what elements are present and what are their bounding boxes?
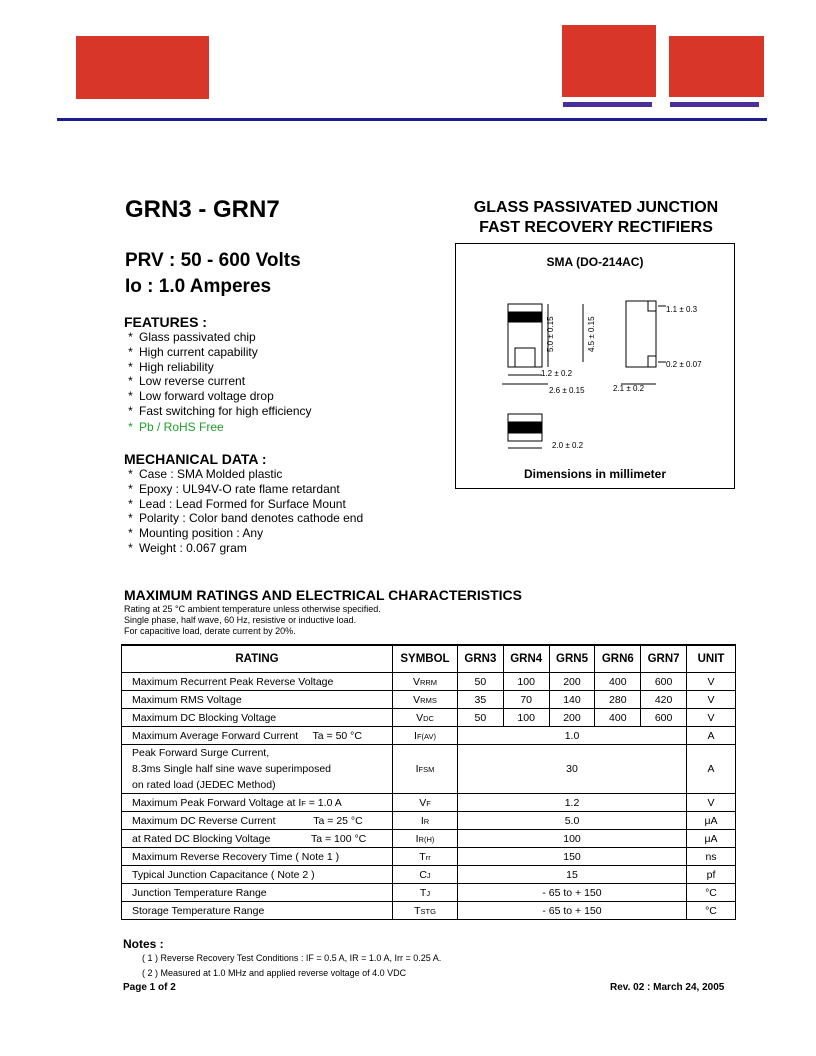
ratings-table [121, 644, 736, 920]
table-row [122, 673, 736, 691]
rating-text: Junction Temperature Range [132, 886, 267, 899]
page-number: Page 1 of 2 [123, 982, 176, 993]
table-row [122, 794, 736, 812]
symbol-subscript: F [426, 798, 431, 808]
symbol-cell [393, 848, 458, 866]
rating-text: Maximum Reverse Recovery Time ( Note 1 ) [132, 850, 340, 863]
unit-cell: A [687, 727, 736, 745]
rating-cell [122, 745, 393, 794]
page-title: GRN3 - GRN7 [125, 196, 280, 223]
rating-cell [122, 673, 393, 691]
symbol-subscript: J [426, 870, 431, 880]
col-header: GRN3 [458, 645, 504, 673]
symbol-text: I [420, 814, 424, 827]
col-header: UNIT [687, 645, 736, 673]
mechanical-item: * Polarity : Color band denotes cathode end [124, 511, 363, 526]
symbol-cell [393, 902, 458, 920]
symbol-subscript: F(AV) [416, 731, 436, 741]
value-cell: - 65 to + 150 [458, 884, 687, 902]
rating-cell [122, 727, 393, 745]
dim-label: 4.5 ± 0.15 [587, 316, 596, 352]
features-list [124, 330, 312, 435]
rating-cell [122, 902, 393, 920]
dimensions-note: Dimensions in millimeter [523, 467, 667, 481]
table-row [122, 884, 736, 902]
rohs-item: * Pb / RoHS Free [124, 420, 312, 435]
symbol-cell [393, 884, 458, 902]
symbol-text: V [413, 693, 421, 706]
value-cell: 400 [595, 709, 641, 727]
symbol-cell [393, 709, 458, 727]
rating-text: Maximum Average Forward Current Ta = 50 °C [132, 729, 362, 742]
dim-label: 1.2 ± 0.2 [541, 369, 573, 378]
feature-item: * Fast switching for high efficiency [124, 404, 312, 419]
symbol-text: T [414, 904, 421, 917]
value-cell: 50 [458, 673, 504, 691]
table-body [122, 673, 736, 920]
brand-logo-block [76, 36, 209, 99]
col-header: GRN4 [503, 645, 549, 673]
symbol-cell [393, 691, 458, 709]
condition-line: Single phase, half wave, 60 Hz, resistive or inductive load. [124, 615, 357, 625]
col-header: GRN7 [641, 645, 687, 673]
table-row [122, 691, 736, 709]
value-cell: 30 [458, 745, 687, 794]
col-header: SYMBOL [393, 645, 458, 673]
col-header: GRN6 [595, 645, 641, 673]
product-title-line: GLASS PASSIVATED JUNCTION [473, 199, 719, 216]
value-cell: - 65 to + 150 [458, 902, 687, 920]
feature-item: * High current capability [124, 345, 312, 360]
rating-tail: = 1.0 A [305, 796, 342, 809]
condition-line: For capacitive load, derate current by 20%. [124, 626, 296, 636]
col-header: GRN5 [549, 645, 595, 673]
value-cell: 600 [641, 673, 687, 691]
unit-cell: A [687, 745, 736, 794]
rating-text: Maximum DC Blocking Voltage [132, 711, 277, 724]
header-rule [57, 118, 767, 121]
rating-cell [122, 794, 393, 812]
rating-cell [122, 812, 393, 830]
rating-text: at Rated DC Blocking Voltage Ta = 100 °C [132, 832, 367, 845]
unit-cell: °C [687, 902, 736, 920]
symbol-subscript: R [423, 816, 430, 826]
rating-cell [122, 848, 393, 866]
feature-item: * Low reverse current [124, 374, 312, 389]
symbol-cell [393, 727, 458, 745]
rating-text: Maximum Recurrent Peak Reverse Voltage [132, 675, 334, 688]
symbol-cell [393, 812, 458, 830]
value-cell: 50 [458, 709, 504, 727]
mechanical-item: * Epoxy : UL94V-O rate flame retardant [124, 482, 363, 497]
rating-cell [122, 866, 393, 884]
symbol-subscript: RMS [420, 695, 437, 705]
table-row [122, 848, 736, 866]
unit-cell: μA [687, 830, 736, 848]
rating-text: Maximum Peak Forward Voltage at I [132, 796, 302, 809]
value-cell: 280 [595, 691, 641, 709]
rating-subscript: F [301, 798, 306, 808]
unit-cell: μA [687, 812, 736, 830]
rating-text: Maximum DC Reverse Current Ta = 25 °C [132, 814, 363, 827]
note-item: ( 1 ) Reverse Recovery Test Conditions : IF = 0.5 A, IR = 1.0 A, Irr = 0.25 A. [142, 953, 442, 963]
rating-line: on rated load (JEDEC Method) [132, 779, 276, 791]
unit-cell: V [687, 794, 736, 812]
rating-cell [122, 830, 393, 848]
symbol-cell [393, 745, 458, 794]
rating-line: 8.3ms Single half sine wave superimposed [132, 763, 332, 775]
prv-line: PRV : 50 - 600 Volts [125, 250, 301, 271]
revision-date: Rev. 02 : March 24, 2005 [610, 982, 725, 993]
cert-logo-underline-2 [670, 102, 759, 107]
value-cell: 100 [503, 673, 549, 691]
value-cell: 15 [458, 866, 687, 884]
value-cell: 35 [458, 691, 504, 709]
symbol-subscript: FSM [418, 765, 435, 774]
dim-label: 2.0 ± 0.2 [552, 441, 584, 450]
mechanical-item: * Weight : 0.067 gram [124, 541, 363, 556]
table-row [122, 812, 736, 830]
value-cell: 150 [458, 848, 687, 866]
col-header: RATING [122, 645, 393, 673]
value-cell: 5.0 [458, 812, 687, 830]
value-cell: 100 [458, 830, 687, 848]
value-cell: 400 [595, 673, 641, 691]
feature-item: * High reliability [124, 360, 312, 375]
symbol-subscript: DC [423, 713, 434, 723]
symbol-text: I [415, 763, 419, 775]
unit-cell: °C [687, 884, 736, 902]
rating-text: Storage Temperature Range [132, 904, 265, 917]
mechanical-item: * Mounting position : Any [124, 526, 363, 541]
mechanical-item: * Lead : Lead Formed for Surface Mount [124, 497, 363, 512]
symbol-subscript: R(H) [418, 834, 435, 844]
symbol-subscript: STG [420, 906, 436, 916]
value-cell: 1.2 [458, 794, 687, 812]
unit-cell: pf [687, 866, 736, 884]
dim-label: 2.1 ± 0.2 [613, 384, 645, 393]
value-cell: 600 [641, 709, 687, 727]
io-line: Io : 1.0 Amperes [125, 276, 272, 297]
symbol-cell [393, 830, 458, 848]
rating-cell [122, 884, 393, 902]
symbol-text: T [419, 850, 426, 863]
symbol-subscript: rr [425, 852, 431, 862]
symbol-subscript: RRM [419, 677, 438, 687]
ratings-summary [125, 248, 301, 300]
value-cell: 200 [549, 709, 595, 727]
notes-heading: Notes : [123, 937, 164, 951]
max-ratings-conditions [124, 604, 381, 637]
unit-cell: V [687, 709, 736, 727]
product-title [440, 198, 752, 238]
dim-label: 2.6 ± 0.15 [549, 386, 585, 395]
note-item: ( 2 ) Measured at 1.0 MHz and applied reverse voltage of 4.0 VDC [142, 968, 407, 978]
unit-cell: ns [687, 848, 736, 866]
condition-line: Rating at 25 °C ambient temperature unless otherwise specified. [124, 604, 381, 614]
rating-line: Peak Forward Surge Current, [132, 747, 270, 759]
max-ratings-heading: MAXIMUM RATINGS AND ELECTRICAL CHARACTERISTICS [124, 587, 522, 603]
table-row [122, 866, 736, 884]
table-row [122, 745, 736, 794]
value-cell: 100 [503, 709, 549, 727]
unit-cell: V [687, 673, 736, 691]
table-header-row [122, 645, 736, 673]
symbol-cell [393, 866, 458, 884]
rating-text: Maximum RMS Voltage [132, 693, 242, 706]
symbol-text: V [419, 796, 427, 809]
symbol-text: V [416, 711, 424, 724]
table-row [122, 709, 736, 727]
cert-logo-block-1 [562, 25, 656, 97]
features-heading: FEATURES : [124, 314, 207, 330]
symbol-text: I [414, 729, 417, 742]
symbol-cell [393, 673, 458, 691]
package-drawing [455, 243, 735, 489]
table-row [122, 902, 736, 920]
symbol-text: V [412, 675, 420, 688]
symbol-text: T [419, 886, 427, 899]
cert-logo-block-2 [669, 36, 764, 97]
value-cell: 1.0 [458, 727, 687, 745]
feature-item: * Glass passivated chip [124, 330, 312, 345]
mechanical-list [124, 467, 363, 556]
value-cell: 200 [549, 673, 595, 691]
mechanical-item: * Case : SMA Molded plastic [124, 467, 363, 482]
table-row [122, 830, 736, 848]
unit-cell: V [687, 691, 736, 709]
table-row [122, 727, 736, 745]
value-cell: 140 [549, 691, 595, 709]
value-cell: 70 [503, 691, 549, 709]
symbol-subscript: J [426, 888, 431, 898]
symbol-text: C [419, 868, 427, 881]
rating-text: Typical Junction Capacitance ( Note 2 ) [132, 868, 315, 881]
dim-label: 0.2 ± 0.07 [666, 360, 702, 369]
cert-logo-underline-1 [563, 102, 652, 107]
symbol-cell [393, 794, 458, 812]
feature-item: * Low forward voltage drop [124, 389, 312, 404]
symbol-text: I [415, 832, 419, 845]
rating-cell [122, 709, 393, 727]
package-name: SMA (DO-214AC) [546, 255, 644, 269]
dim-label: 1.1 ± 0.3 [666, 305, 698, 314]
product-title-line: FAST RECOVERY RECTIFIERS [479, 219, 713, 236]
rating-cell [122, 691, 393, 709]
mechanical-heading: MECHANICAL DATA : [124, 451, 267, 467]
value-cell: 420 [641, 691, 687, 709]
dim-label: 5.0 ± 0.15 [546, 316, 555, 352]
